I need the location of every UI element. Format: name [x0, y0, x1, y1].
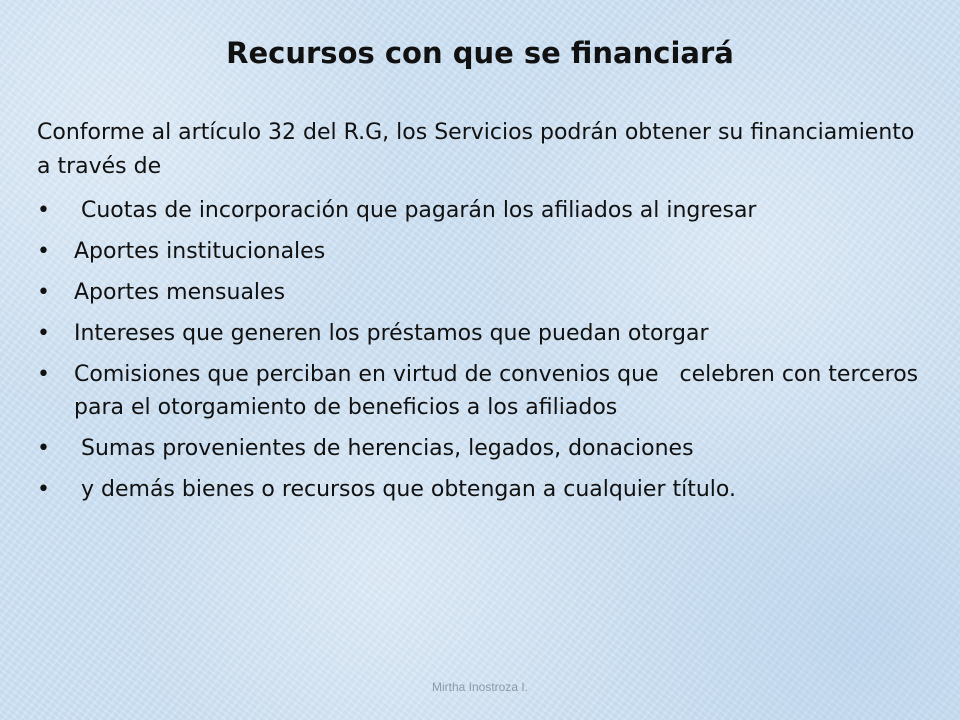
bullet-dot-icon: • — [37, 436, 50, 461]
bullet-dot-icon: • — [37, 198, 50, 223]
footer-author: Mirtha Inostroza I. — [431, 680, 529, 694]
bullet-dot-icon: • — [37, 362, 50, 387]
bullet-item — [37, 317, 927, 350]
bullet-item — [37, 276, 927, 309]
bullet-text: Aportes mensuales — [74, 280, 286, 305]
bullet-item — [37, 194, 927, 227]
bullet-dot-icon: • — [37, 321, 50, 346]
bullet-text: Intereses que generen los préstamos que puedan otorgar — [74, 321, 709, 346]
bullet-dot-icon: • — [37, 239, 50, 264]
bullet-text: y demás bienes o recursos que obtengan a cualquier título. — [74, 477, 736, 502]
bullet-item — [37, 473, 927, 506]
bullet-dot-icon: • — [37, 477, 50, 502]
bullet-item — [37, 432, 927, 465]
intro-text: Conforme al artículo 32 del R.G, los Servicios podrán obtener su financiamiento a través de — [37, 120, 915, 179]
bullet-dot-icon: • — [37, 280, 50, 305]
bullet-list — [37, 194, 927, 514]
bullet-text: Sumas provenientes de herencias, legados, donaciones — [74, 436, 694, 461]
slide-title: Recursos con que se financiará — [226, 36, 734, 70]
bullet-text: Aportes institucionales — [74, 239, 326, 264]
bullet-item — [37, 235, 927, 268]
bullet-item — [37, 358, 927, 424]
bullet-text: Cuotas de incorporación que pagarán los afiliados al ingresar — [74, 198, 757, 223]
bullet-text: Comisiones que perciban en virtud de convenios que celebren con terceros para el otorgamiento de beneficios a los afiliados — [74, 362, 926, 420]
